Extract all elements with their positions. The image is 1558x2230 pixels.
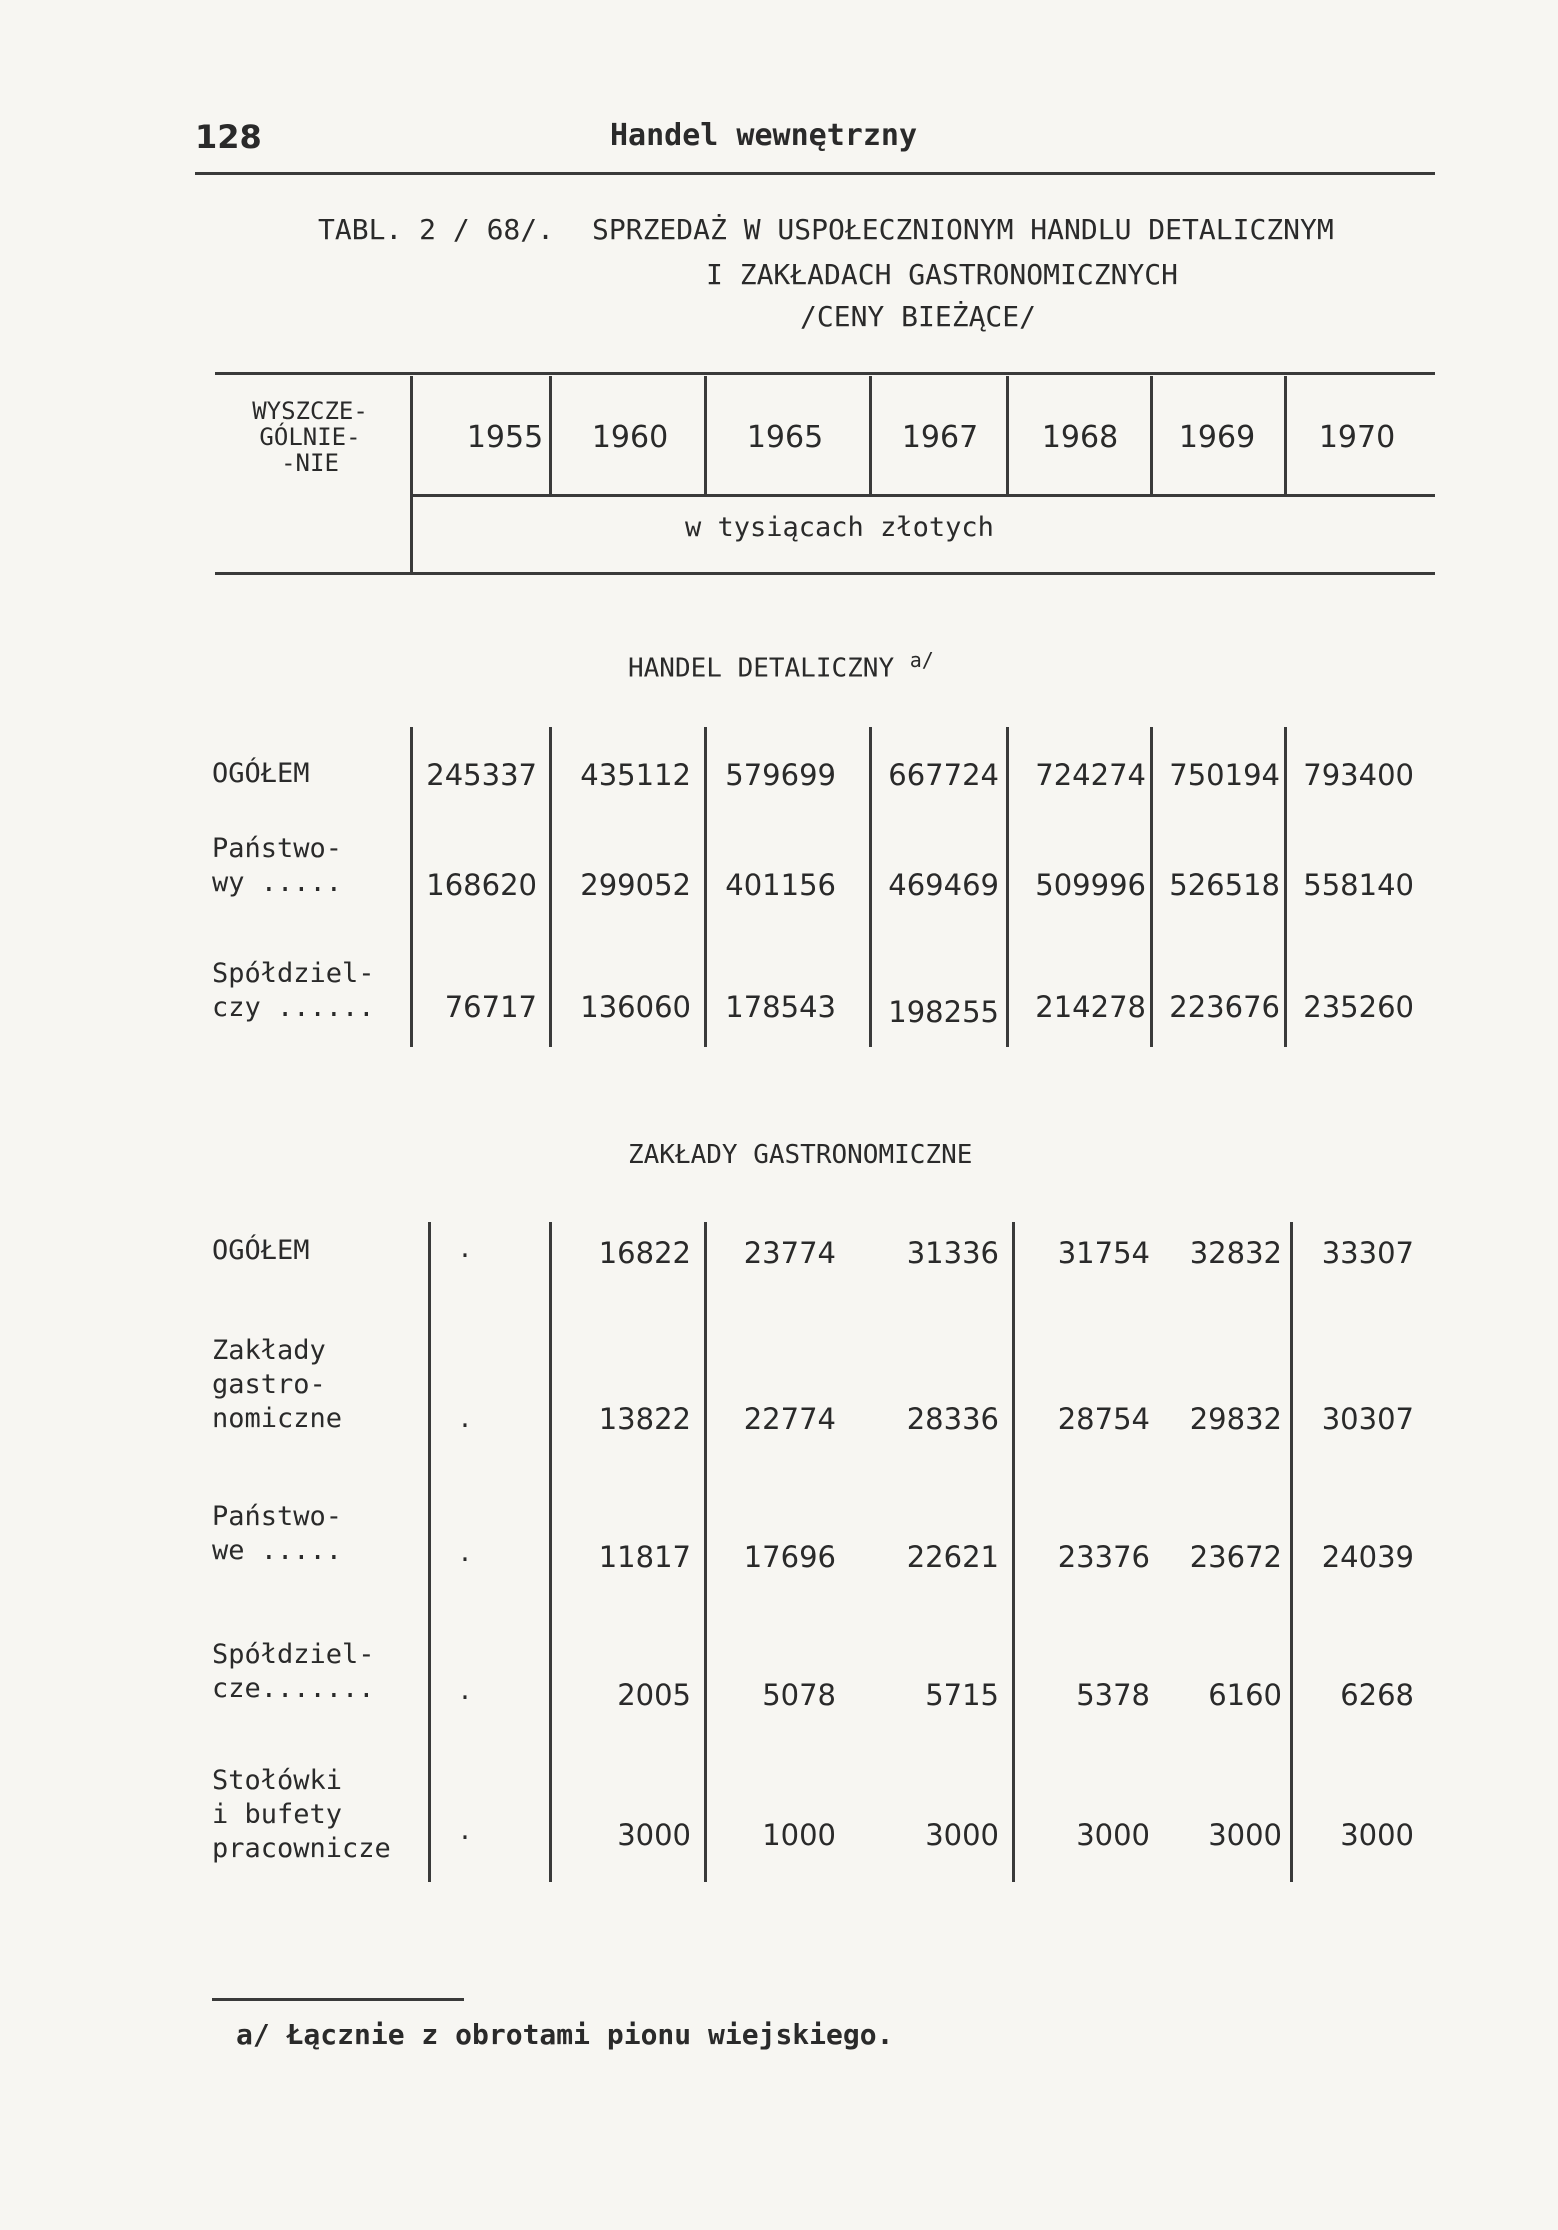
cell: 28336 (906, 1402, 999, 1436)
cell: 558140 (1303, 868, 1414, 902)
running-title: Handel wewnętrzny (610, 118, 918, 153)
year-1967: 1967 (901, 420, 979, 455)
cell: 11817 (598, 1540, 691, 1574)
cell: 198255 (888, 995, 999, 1029)
row-label: Państwo- we ..... (212, 1501, 343, 1566)
cell: . (460, 1534, 470, 1568)
cell: 22621 (906, 1540, 999, 1574)
table-title-line-3: /CENY BIEŻĄCE/ (800, 300, 1037, 333)
row-label: Stołówki i bufety pracownicze (212, 1765, 391, 1864)
cell: 30307 (1321, 1402, 1414, 1436)
cell: . (460, 1230, 470, 1264)
footnote-mark: a/ (909, 648, 934, 672)
cell: 6268 (1340, 1678, 1414, 1712)
row-label: Zakłady gastro- nomiczne (212, 1335, 343, 1434)
cell: 793400 (1303, 758, 1414, 792)
year-1965: 1965 (746, 420, 824, 455)
head-vline-3 (869, 376, 872, 494)
cell: . (460, 1812, 470, 1846)
cell: 23376 (1057, 1540, 1150, 1574)
cell: 31754 (1057, 1236, 1150, 1270)
footnote-rule (212, 1998, 464, 2001)
cell: 136060 (580, 990, 691, 1024)
row-label: Spółdziel- czy ...... (212, 958, 375, 1023)
cell: 13822 (598, 1402, 691, 1436)
stub-header: WYSZCZE- GÓLNIE- -NIE (252, 397, 368, 477)
cell: 245337 (426, 758, 537, 792)
cell: 16822 (598, 1236, 691, 1270)
head-vline-4 (1006, 376, 1009, 494)
head-vline-2 (704, 376, 707, 494)
cell: . (460, 1400, 470, 1434)
cell: 3000 (1208, 1818, 1282, 1852)
cell: 33307 (1321, 1236, 1414, 1270)
head-vline-6 (1284, 376, 1287, 494)
cell: 750194 (1169, 758, 1280, 792)
table-title-line-1: SPRZEDAŻ W USPOŁECZNIONYM HANDLU DETALICZNYM (592, 213, 1334, 246)
header-rule (195, 172, 1435, 175)
section-title-retail: HANDEL DETALICZNY $^{a/}$ (628, 648, 934, 684)
cell: 1000 (762, 1818, 836, 1852)
page-number: 128 (195, 118, 262, 156)
cell: 2005 (617, 1678, 691, 1712)
cell: 469469 (888, 868, 999, 902)
cell: 5378 (1076, 1678, 1150, 1712)
row-label: Spółdziel- cze....... (212, 1639, 375, 1704)
cell: . (460, 1672, 470, 1706)
footnote: a/ Łącznie z obrotami pionu wiejskiego. (236, 2018, 894, 2051)
cell: 31336 (906, 1236, 999, 1270)
cell: 3000 (1076, 1818, 1150, 1852)
cell: 214278 (1035, 990, 1146, 1024)
cell: 32832 (1189, 1236, 1282, 1270)
cell: 724274 (1035, 758, 1146, 792)
cell: 3000 (1340, 1818, 1414, 1852)
cell: 22774 (743, 1402, 836, 1436)
cell: 23774 (743, 1236, 836, 1270)
table-label: TABL. 2 / 68/. (318, 213, 555, 246)
cell: 5715 (925, 1678, 999, 1712)
cell: 3000 (617, 1818, 691, 1852)
cell: 28754 (1057, 1402, 1150, 1436)
cell: 435112 (580, 758, 691, 792)
cell: 299052 (580, 868, 691, 902)
cell: 23672 (1189, 1540, 1282, 1574)
table-top-rule (215, 372, 1435, 375)
cell: 401156 (725, 868, 836, 902)
year-1970: 1970 (1318, 420, 1396, 455)
year-1968: 1968 (1041, 420, 1119, 455)
year-1969: 1969 (1178, 420, 1256, 455)
cell: 235260 (1303, 990, 1414, 1024)
cell: 17696 (743, 1540, 836, 1574)
cell: 29832 (1189, 1402, 1282, 1436)
unit-rule (412, 494, 1435, 497)
row-label: Państwo- wy ..... (212, 833, 343, 898)
cell: 24039 (1321, 1540, 1414, 1574)
cell: 223676 (1169, 990, 1280, 1024)
unit-label: w tysiącach złotych (685, 512, 994, 543)
cell: 667724 (888, 758, 999, 792)
year-1955: 1955 (466, 420, 544, 455)
table-title-line-2: I ZAKŁADACH GASTRONOMICZNYCH (706, 258, 1179, 291)
cell: 6160 (1208, 1678, 1282, 1712)
cell: 5078 (762, 1678, 836, 1712)
head-bottom-rule (215, 572, 1435, 575)
section-title-gastronomy: ZAKŁADY GASTRONOMICZNE (628, 1140, 973, 1170)
cell: 509996 (1035, 868, 1146, 902)
cell: 579699 (725, 758, 836, 792)
row-label: OGÓŁEM (212, 758, 310, 789)
cell: 526518 (1169, 868, 1280, 902)
row-label: OGÓŁEM (212, 1235, 310, 1266)
cell: 3000 (925, 1818, 999, 1852)
head-vline-stub (410, 376, 413, 572)
cell: 168620 (426, 868, 537, 902)
cell: 178543 (725, 990, 836, 1024)
year-1960: 1960 (591, 420, 669, 455)
cell: 76717 (444, 990, 537, 1024)
